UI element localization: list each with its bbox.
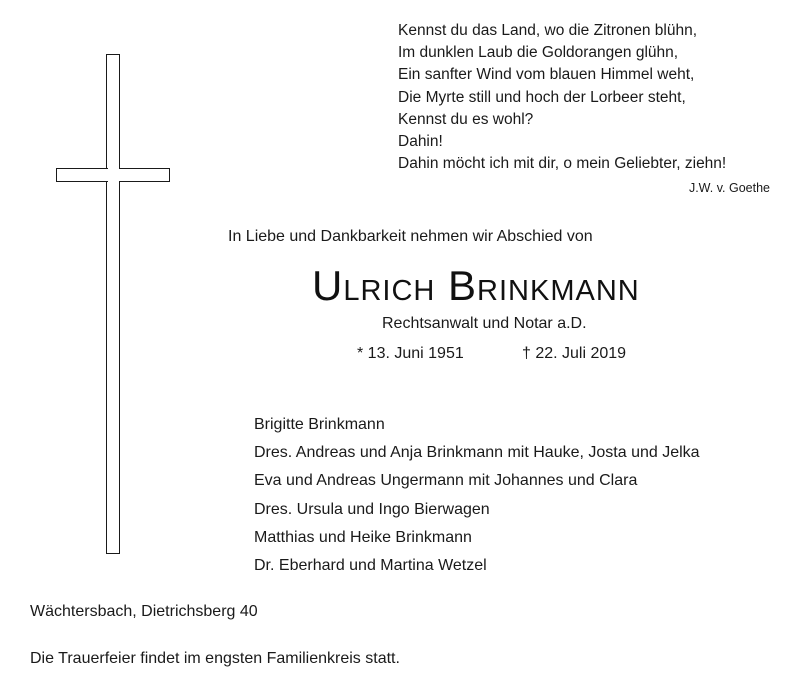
- poem: [398, 20, 778, 175]
- poem-line: Ein sanfter Wind vom blauen Himmel weht,: [398, 66, 695, 84]
- mourner-entry: Dr. Eberhard und Martina Wetzel: [254, 557, 487, 575]
- deceased-name: Ulrich Brinkmann: [312, 262, 640, 309]
- birth-date: * 13. Juni 1951: [357, 345, 464, 362]
- death-date: † 22. Juli 2019: [522, 345, 627, 362]
- mourner-entry: Eva und Andreas Ungermann mit Johannes und Clara: [254, 472, 638, 490]
- deceased-title: Rechtsanwalt und Notar a.D.: [382, 315, 587, 332]
- intro-text: In Liebe und Dankbarkeit nehmen wir Abschied von: [228, 228, 593, 245]
- mourner-entry: Brigitte Brinkmann: [254, 416, 385, 433]
- mourner-entry: Dres. Andreas und Anja Brinkmann mit Hauke, Josta und Jelka: [254, 444, 700, 462]
- address: Wächtersbach, Dietrichsberg 40: [30, 603, 258, 620]
- poem-author: J.W. v. Goethe: [688, 181, 770, 195]
- funeral-notice: Die Trauerfeier findet im engsten Familienkreis statt.: [30, 650, 400, 667]
- poem-line: Kennst du das Land, wo die Zitronen blühn,: [398, 22, 698, 39]
- poem-line: Die Myrte still und hoch der Lorbeer steht,: [398, 88, 686, 106]
- poem-line: Dahin!: [398, 133, 443, 151]
- poem-line: Kennst du es wohl?: [398, 110, 534, 128]
- mourners-list: [254, 411, 700, 580]
- mourner-entry: Dres. Ursula und Ingo Bierwagen: [254, 500, 490, 518]
- mourner-entry: Matthias und Heike Brinkmann: [254, 528, 472, 546]
- poem-line: Dahin möcht ich mit dir, o mein Geliebter, ziehn!: [398, 155, 727, 173]
- poem-line: Im dunklen Laub die Goldorangen glühn,: [398, 44, 679, 62]
